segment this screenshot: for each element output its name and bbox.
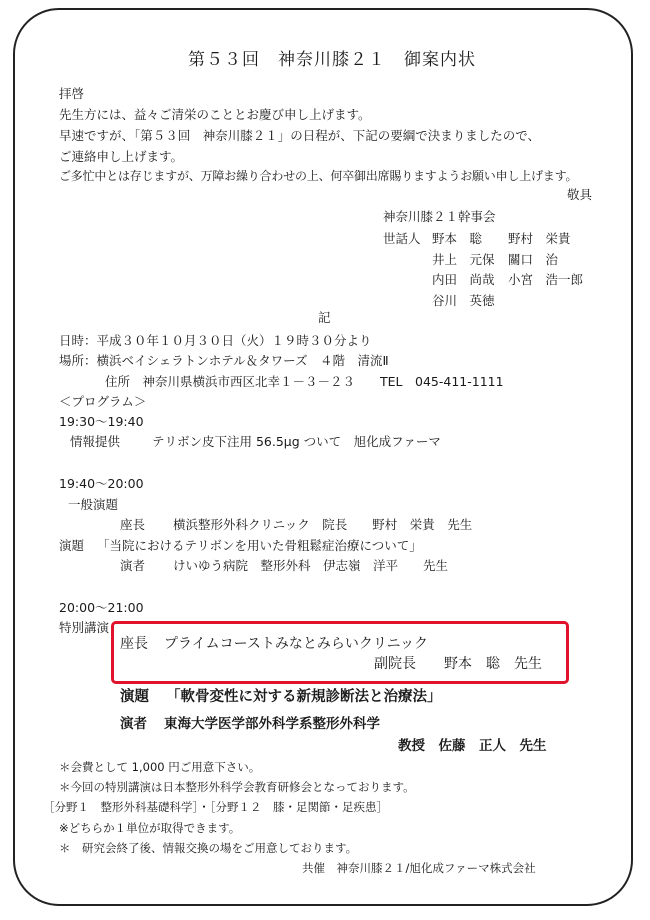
session-type: 一般演題 <box>68 497 119 512</box>
organizer-name: 野本 聡 <box>432 231 483 246</box>
greeting-closing: 敬具 <box>567 187 593 202</box>
page-title: 第５３回 神奈川膝２１ 御案内状 <box>188 50 476 70</box>
program-header: ＜プログラム＞ <box>59 394 147 409</box>
organizer-office: 神奈川膝２１幹事会 <box>383 209 496 224</box>
speaker-label: 演者 <box>120 716 147 732</box>
speaker-label: 演者 <box>120 558 146 573</box>
speaker-title: 教授 佐藤 正人 先生 <box>398 738 547 754</box>
session-time: 19:30～19:40 <box>59 414 144 429</box>
event-date: 日時：平成３０年１０月３０日（火）１９時３０分より <box>59 333 372 348</box>
session-time: 20:00～21:00 <box>59 600 144 615</box>
organizer-name: 谷川 英徳 <box>432 293 495 308</box>
chair-label: 座長 <box>120 636 148 652</box>
note: ＊ 研究会終了後、情報交換の場をご用意しております。 <box>59 841 358 855</box>
organizer-role: 世話人 <box>383 231 421 246</box>
session-time: 19:40～20:00 <box>59 476 144 491</box>
chair-text: プライムコーストみなとみらいクリニック <box>164 636 429 652</box>
info-text: テリボン皮下注用 56.5μg ついて 旭化成ファーマ <box>152 434 441 449</box>
speaker-text: けいゆう病院 整形外科 伊志嶺 洋平 先生 <box>173 558 449 573</box>
chair-title: 副院長 野本 聡 先生 <box>374 656 542 672</box>
chair-label: 座長 <box>120 517 146 532</box>
organizer-name: 關口 治 <box>508 252 559 267</box>
topic-label: 演題 <box>120 689 149 705</box>
chair-text: 横浜整形外科クリニック 院長 野村 栄貴 先生 <box>173 517 473 532</box>
greeting-line: 先生方には、益々ご清栄のこととお慶び申し上げます。 <box>59 107 371 122</box>
greeting-line: 早速ですが、「第５３回 神奈川膝２１」の日程が、下記の要綱で決まりましたので、 <box>59 128 541 143</box>
greeting-opening: 拝啓 <box>59 86 85 101</box>
session-type: 特別講演 <box>59 620 110 635</box>
topic-text: 「軟骨変性に対する新規診断法と治療法」 <box>166 689 442 705</box>
special-lecture-chair-highlight <box>111 621 569 684</box>
note: ＊今回の特別講演は日本整形外科学会教育研修会となっております。 <box>59 780 415 794</box>
cosponsor: 共催 神奈川膝２１/旭化成ファーマ株式会社 <box>302 861 536 875</box>
event-address: 住所 神奈川県横浜市西区北幸１－３－２３ TEL 045-411-1111 <box>105 374 504 389</box>
event-place: 場所：横浜ベイシェラトンホテル＆タワーズ ４階 清流Ⅱ <box>59 353 389 368</box>
greeting-line: ご連絡申し上げます。 <box>59 149 184 164</box>
speaker-text: 東海大学医学部外科学系整形外科学 <box>164 716 380 732</box>
topic-text: 「当院におけるテリボンを用いた骨粗鬆症治療について」 <box>97 538 422 553</box>
organizer-name: 野村 栄貴 <box>508 231 571 246</box>
topic-label: 演題 <box>59 538 85 553</box>
greeting-line: ご多忙中とは存じますが、万障お繰り合わせの上、何卒御出席賜りますようお願い申し上げます。 <box>59 169 578 183</box>
info-label: 情報提供 <box>70 434 121 449</box>
organizer-name: 内田 尚哉 <box>432 272 495 287</box>
organizer-name: 井上 元保 <box>432 252 495 267</box>
note: ＊会費として 1,000 円ご用意下さい。 <box>59 760 261 774</box>
note: ［分野１ 整形外科基礎科学］・［分野１２ 膝・足関節・足疾患］ <box>43 800 388 814</box>
organizer-name: 小宮 浩一郎 <box>508 272 584 287</box>
note: ※どちらか１単位が取得できます。 <box>59 821 241 835</box>
ki-heading: 記 <box>318 310 331 325</box>
